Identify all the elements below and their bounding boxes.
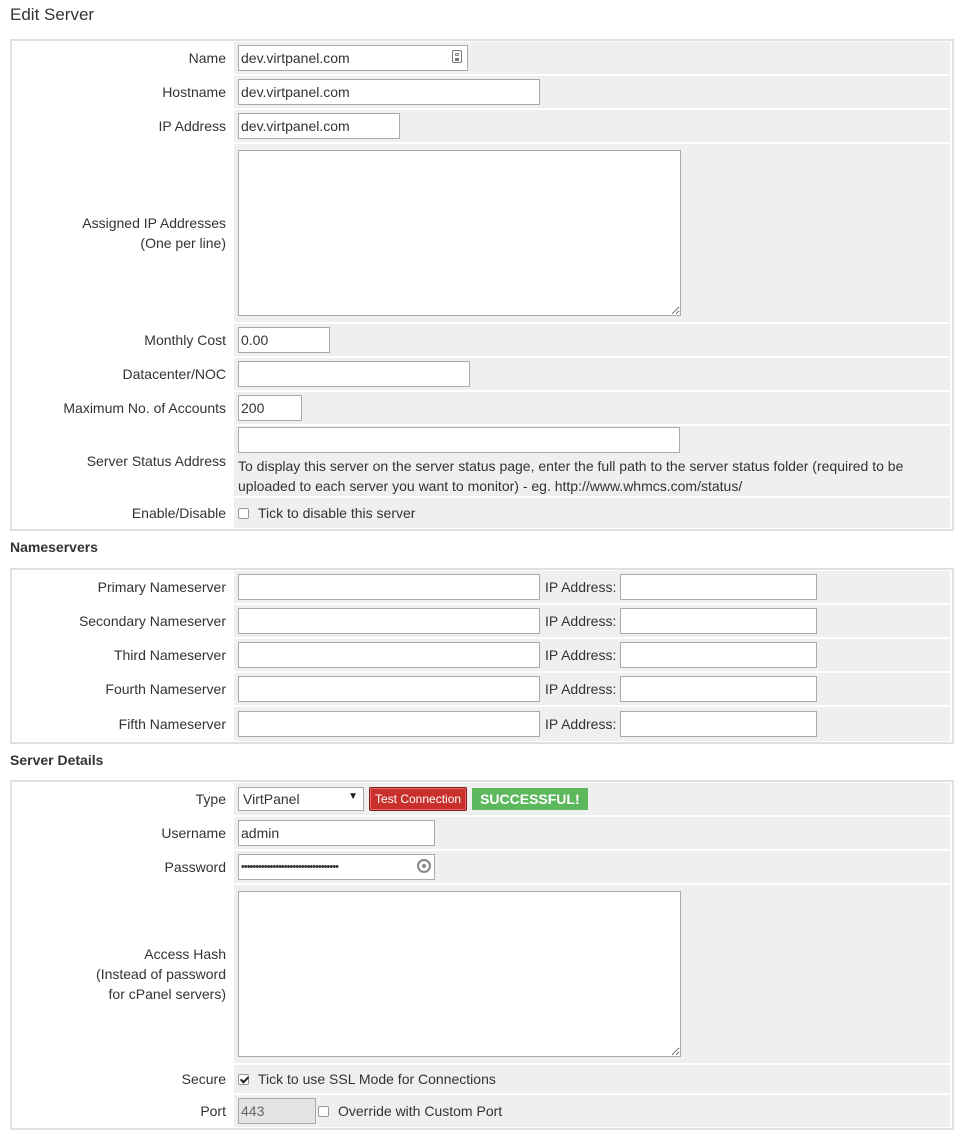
type-select-value: VirtPanel: [243, 791, 300, 807]
secondary-nameserver-input[interactable]: [238, 608, 540, 634]
assigned-ips-label: Assigned IP Addresses: [82, 215, 226, 231]
row-password: [14, 851, 950, 885]
nameserver-ip-label: IP Address:: [545, 681, 617, 697]
nameserver-ip-label: IP Address:: [545, 613, 617, 629]
test-connection-button[interactable]: Test Connection: [369, 787, 467, 811]
nameserver-label: Fifth Nameserver: [14, 707, 232, 741]
override-port-option[interactable]: [318, 1103, 502, 1119]
datacenter-input[interactable]: [238, 361, 470, 387]
page-title: Edit Server: [10, 5, 95, 24]
row-username: [14, 817, 950, 851]
nameservers-panel: [10, 568, 954, 744]
disable-server-checkbox[interactable]: [238, 508, 249, 519]
status-address-help: To display this server on the server status page, enter the full path to the server status folder (required to be uploaded to each server you want to monitor) - eg. http://www.whmcs.com/status/: [238, 457, 904, 494]
server-details-panel: [10, 780, 954, 1130]
row-status-address: [14, 426, 950, 498]
status-address-label: Server Status Address: [14, 426, 232, 496]
third-nameserver-input[interactable]: [238, 642, 540, 668]
nameserver-label: Third Nameserver: [14, 639, 232, 671]
type-label: Type: [14, 783, 232, 815]
enable-disable-label: Enable/Disable: [14, 498, 232, 528]
access-hash-label: Access Hash: [144, 946, 226, 962]
row-max-accounts: [14, 392, 950, 426]
datacenter-label: Datacenter/NOC: [14, 358, 232, 390]
assigned-ips-textarea[interactable]: [238, 150, 681, 316]
ssl-checkbox-label: Tick to use SSL Mode for Connections: [258, 1071, 496, 1087]
server-details-title: Server Details: [10, 752, 104, 768]
primary-nameserver-input[interactable]: [238, 574, 540, 600]
password-input[interactable]: [238, 854, 435, 880]
row-name: [14, 42, 950, 76]
access-hash-sublabel-2: for cPanel servers): [108, 986, 226, 1002]
row-access-hash: [14, 885, 950, 1065]
override-port-checkbox-label: Override with Custom Port: [338, 1103, 503, 1119]
primary-nameserver-ip-input[interactable]: [620, 574, 817, 600]
disable-server-checkbox-label: Tick to disable this server: [258, 505, 416, 521]
nameserver-label: Primary Nameserver: [14, 571, 232, 603]
password-label: Password: [14, 851, 232, 883]
contact-card-icon[interactable]: [452, 50, 462, 63]
fifth-nameserver-ip-input[interactable]: [620, 711, 817, 737]
name-input[interactable]: [238, 45, 468, 71]
nameservers-title: Nameservers: [10, 539, 98, 555]
status-address-input[interactable]: [238, 427, 680, 453]
row-monthly-cost: [14, 324, 950, 358]
row-enable-disable: [14, 498, 950, 528]
secondary-nameserver-ip-input[interactable]: [620, 608, 817, 634]
server-settings-panel: [10, 39, 954, 531]
nameserver-label: Fourth Nameserver: [14, 673, 232, 705]
fourth-nameserver-input[interactable]: [238, 676, 540, 702]
key-icon[interactable]: [417, 859, 431, 873]
type-select[interactable]: [238, 787, 364, 811]
nameserver-ip-label: IP Address:: [545, 579, 617, 595]
row-secure: [14, 1065, 950, 1095]
max-accounts-label: Maximum No. of Accounts: [14, 392, 232, 424]
row-port: [14, 1095, 950, 1127]
secure-label: Secure: [14, 1065, 232, 1093]
monthly-cost-input[interactable]: [238, 327, 330, 353]
name-label: Name: [14, 42, 232, 74]
port-label: Port: [14, 1095, 232, 1127]
nameserver-row: [14, 639, 950, 673]
max-accounts-input[interactable]: [238, 395, 302, 421]
port-input[interactable]: [238, 1098, 316, 1124]
row-datacenter: [14, 358, 950, 392]
username-label: Username: [14, 817, 232, 849]
row-assigned-ips: [14, 144, 950, 324]
username-input[interactable]: [238, 820, 435, 846]
hostname-label: Hostname: [14, 76, 232, 108]
row-hostname: [14, 76, 950, 110]
hostname-input[interactable]: [238, 79, 540, 105]
ssl-option[interactable]: [238, 1071, 496, 1087]
access-hash-textarea[interactable]: [238, 891, 681, 1057]
nameserver-row: [14, 605, 950, 639]
nameserver-row: [14, 673, 950, 707]
ssl-checkbox[interactable]: [238, 1074, 249, 1085]
nameserver-label: Secondary Nameserver: [14, 605, 232, 637]
fifth-nameserver-input[interactable]: [238, 711, 540, 737]
ip-address-input[interactable]: [238, 113, 400, 139]
assigned-ips-sublabel: (One per line): [140, 235, 226, 251]
connection-status-badge: SUCCESSFUL!: [472, 788, 588, 810]
row-ip-address: [14, 110, 950, 144]
nameserver-row: [14, 571, 950, 605]
monthly-cost-label: Monthly Cost: [14, 324, 232, 356]
access-hash-sublabel: (Instead of password: [96, 966, 226, 982]
nameserver-ip-label: IP Address:: [545, 716, 617, 732]
fourth-nameserver-ip-input[interactable]: [620, 676, 817, 702]
override-port-checkbox[interactable]: [318, 1106, 329, 1117]
chevron-down-icon: ▼: [348, 791, 358, 802]
nameserver-ip-label: IP Address:: [545, 647, 617, 663]
ip-address-label: IP Address: [14, 110, 232, 142]
third-nameserver-ip-input[interactable]: [620, 642, 817, 668]
disable-server-option[interactable]: [238, 505, 415, 521]
row-type: [14, 783, 950, 817]
nameserver-row: [14, 707, 950, 741]
